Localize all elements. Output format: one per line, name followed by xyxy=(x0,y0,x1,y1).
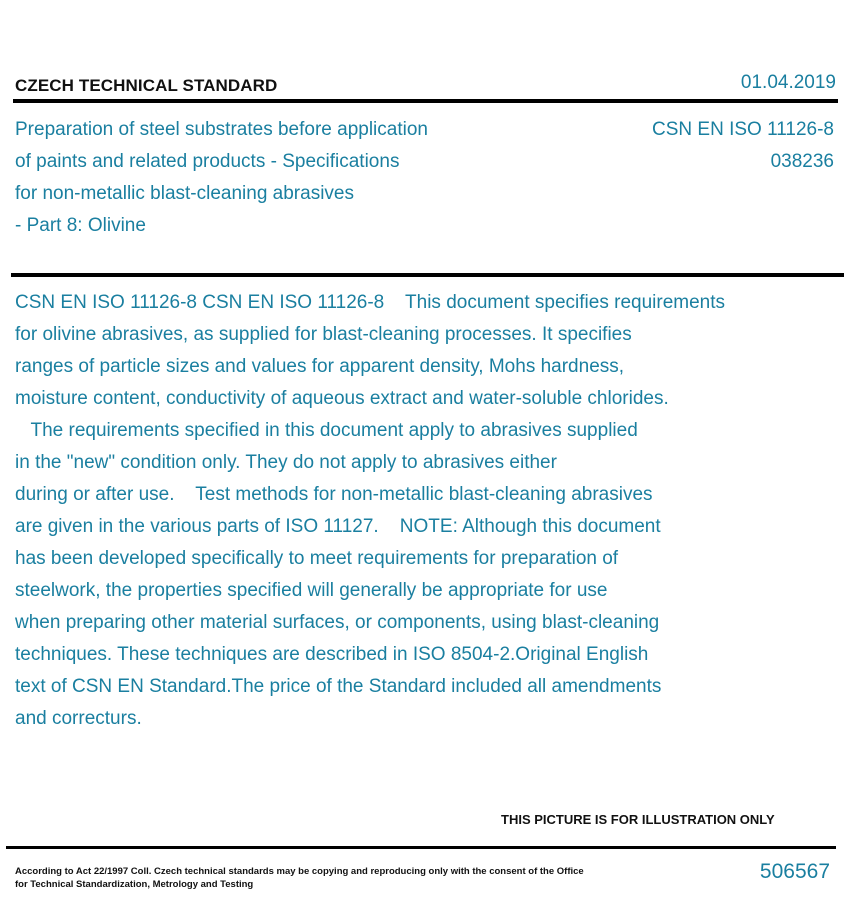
footer-divider xyxy=(6,846,836,849)
legal-notice-line: for Technical Standardization, Metrology and Testing xyxy=(15,879,254,890)
document-title-line: for non-metallic blast-cleaning abrasives xyxy=(15,183,354,204)
description-line: during or after use. Test methods for non-metallic blast-cleaning abrasives xyxy=(15,484,653,505)
title-divider xyxy=(11,273,844,277)
standard-header-title: CZECH TECHNICAL STANDARD xyxy=(15,76,278,95)
description-line: techniques. These techniques are described in ISO 8504-2.Original English xyxy=(15,644,649,665)
description-line: ranges of particle sizes and values for apparent density, Mohs hardness, xyxy=(15,356,625,377)
catalog-number: 038236 xyxy=(770,151,834,172)
header-divider xyxy=(13,99,838,103)
description-line: has been developed specifically to meet requirements for preparation of xyxy=(15,548,619,569)
standard-date: 01.04.2019 xyxy=(740,72,836,93)
description-line: CSN EN ISO 11126-8 CSN EN ISO 11126-8 This document specifies requirements xyxy=(15,292,725,313)
document-description xyxy=(15,287,850,735)
document-title-line: - Part 8: Olivine xyxy=(15,215,146,236)
description-line: and correcturs. xyxy=(15,708,142,729)
description-line: moisture content, conductivity of aqueous extract and water-soluble chlorides. xyxy=(15,388,669,409)
description-line: for olivine abrasives, as supplied for blast-cleaning processes. It specifies xyxy=(15,324,632,345)
description-line: steelwork, the properties specified will generally be appropriate for use xyxy=(15,580,608,601)
legal-notice-line: According to Act 22/1997 Coll. Czech technical standards may be copying and reproducing only with the consent of the Office xyxy=(15,866,584,877)
footer-document-number: 506567 xyxy=(759,860,830,883)
description-line: text of CSN EN Standard.The price of the Standard included all amendments xyxy=(15,676,662,697)
standard-code: CSN EN ISO 11126-8 xyxy=(652,119,834,140)
illustration-disclaimer: THIS PICTURE IS FOR ILLUSTRATION ONLY xyxy=(501,812,775,827)
description-line: The requirements specified in this document apply to abrasives supplied xyxy=(15,420,638,441)
document-title-line: of paints and related products - Specifications xyxy=(15,151,400,172)
description-line: when preparing other material surfaces, or components, using blast-cleaning xyxy=(15,612,660,633)
description-line: are given in the various parts of ISO 11127. NOTE: Although this document xyxy=(15,516,661,537)
description-line: in the "new" condition only. They do not apply to abrasives either xyxy=(15,452,557,473)
document-identifiers xyxy=(652,114,834,178)
legal-notice xyxy=(15,865,584,891)
document-title-line: Preparation of steel substrates before application xyxy=(15,119,428,140)
document-title xyxy=(15,114,428,242)
